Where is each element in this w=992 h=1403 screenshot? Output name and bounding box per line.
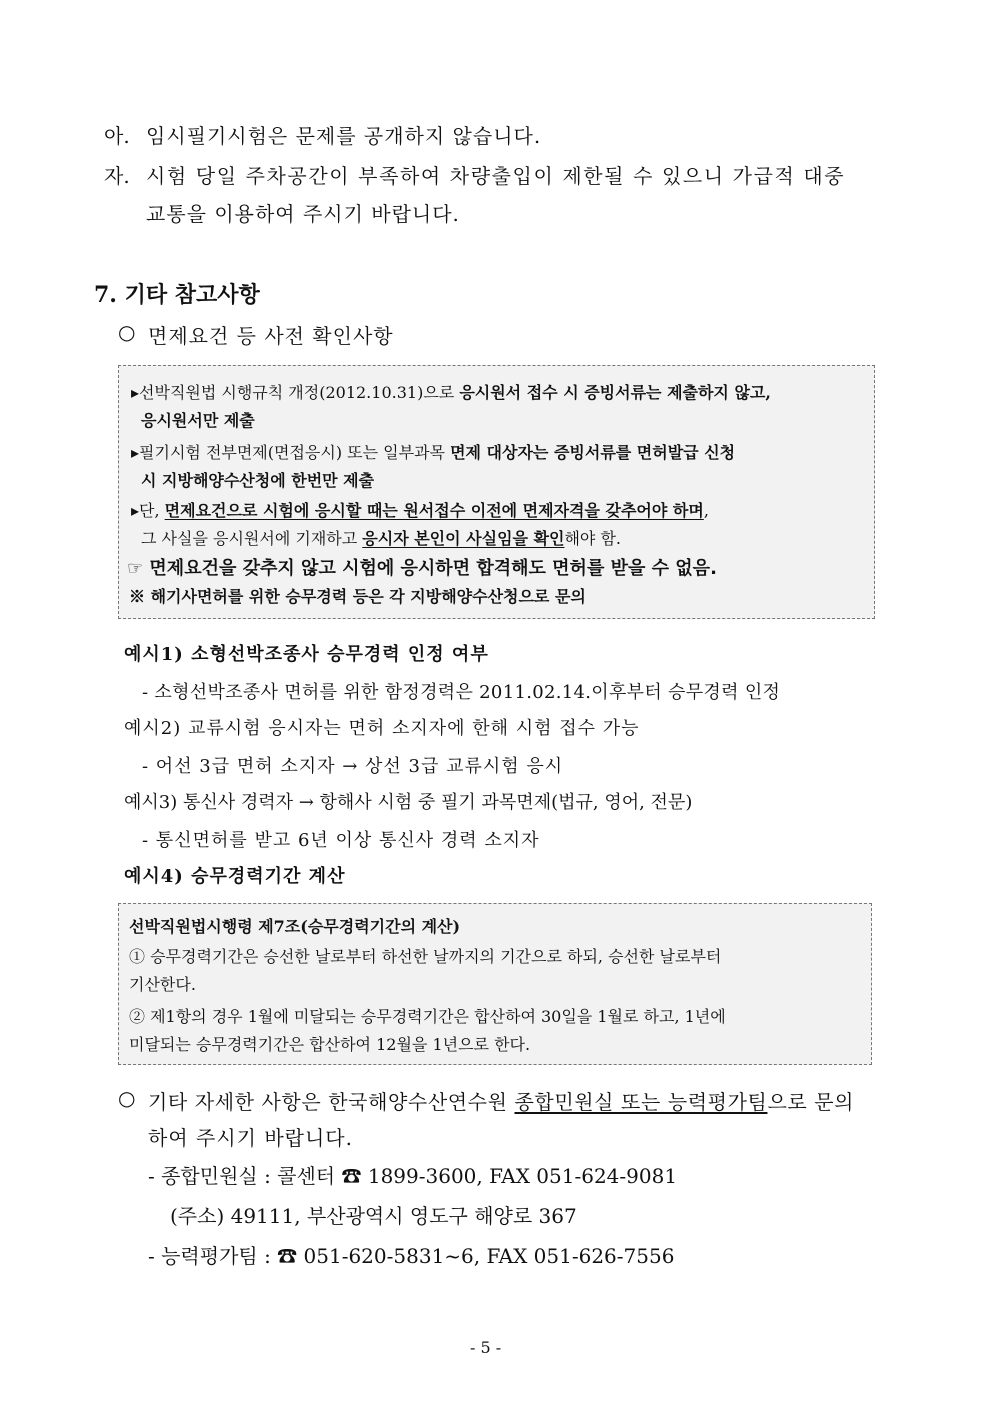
box1-line1: [131, 380, 771, 403]
decree-p2-line1: ② 제1항의 경우 1월에 미달되는 승무경력기간은 합산하여 30일을 1월로 하고, 1년에: [129, 1007, 726, 1026]
decree-box: [118, 903, 872, 1065]
item-ja-label: 자.: [104, 164, 130, 188]
box1-line1-text: 선박직원법 시행규칙 개정(2012.10.31)으로: [139, 383, 460, 402]
decree-title: 선박직원법시행령 제7조(승무경력기간의 계산): [129, 917, 461, 936]
contact-address: (주소) 49111, 부산광역시 영도구 해양로 367: [170, 1204, 577, 1228]
box1-line6: [141, 526, 621, 549]
decree-p2-line2: 미달되는 승무경력기간은 합산하여 12월을 1년으로 한다.: [129, 1035, 531, 1054]
example3-title: 예시3) 통신사 경력자 → 항해사 시험 중 필기 과목면제(법규, 영어, 전문): [124, 792, 693, 813]
box1-line6-underlined: 응시자 본인이 사실임을 확인: [362, 529, 565, 548]
contact-office: - 종합민원실 : 콜센터 ☎ 1899-3600, FAX 051-624-9081: [148, 1164, 678, 1188]
arrow-icon: ▸: [131, 443, 140, 462]
contact-line1: [148, 1086, 854, 1115]
box1-line1-bold: 응시원서 접수 시 증빙서류는 제출하지 않고,: [459, 383, 771, 402]
box1-line3: [131, 440, 735, 463]
box1-line5-text: 단,: [139, 501, 165, 520]
box1-line5-comma: ,: [703, 501, 709, 520]
box1-warning-text: 면제요건을 갖추지 않고 시험에 응시하면 합격해도 면허를 받을 수 없음.: [149, 558, 717, 579]
contact-team: - 능력평가팀 : ☎ 051-620-5831~6, FAX 051-626-7556: [148, 1244, 675, 1268]
box1-line2: 응시원서만 제출: [141, 411, 255, 430]
contact-underlined-teams: 종합민원실 또는 능력평가팀: [514, 1090, 768, 1114]
example4-title: 예시4) 승무경력기간 계산: [124, 866, 346, 887]
sub-heading: 면제요건 등 사전 확인사항: [148, 324, 394, 348]
item-ja-text-line2: 교통을 이용하여 주시기 바랍니다.: [146, 202, 460, 226]
arrow-icon: ▸: [131, 383, 140, 402]
example2-title: 예시2) 교류시험 응시자는 면허 소지자에 한해 시험 접수 가능: [124, 718, 640, 739]
box1-line5-underlined: 면제요건으로 시험에 응시할 때는 원서접수 이전에 면제자격을 갖추어야 하며: [164, 501, 704, 520]
arrow-icon: ▸: [131, 501, 140, 520]
contact-bullet: ○: [118, 1086, 136, 1110]
pointing-hand-icon: ☞: [127, 558, 144, 579]
example3-detail: - 통신면허를 받고 6년 이상 통신사 경력 소지자: [142, 830, 540, 851]
item-ja-text-line1: 시험 당일 주차공간이 부족하여 차량출입이 제한될 수 있으니 가급적 대중: [146, 164, 846, 188]
contact-line1-post: 으로 문의: [767, 1090, 855, 1114]
box1-line4: 시 지방해양수산청에 한번만 제출: [141, 471, 375, 490]
box1-line3-text: 필기시험 전부면제(면접응시) 또는 일부과목: [139, 443, 451, 462]
box1-line6-text: 그 사실을 응시원서에 기재하고: [141, 529, 363, 548]
reference-mark-icon: ※: [129, 587, 146, 606]
example2-detail: - 어선 3급 면허 소지자 → 상선 3급 교류시험 응시: [142, 756, 564, 777]
box1-line6-post: 해야 함.: [564, 529, 622, 548]
page-number: - 5 -: [470, 1338, 502, 1357]
exemption-notice-box: [118, 365, 875, 619]
example1-detail: - 소형선박조종사 면허를 위한 함정경력은 2011.02.14.이후부터 승무경력 인정: [142, 682, 781, 703]
box1-line5: [131, 498, 709, 521]
decree-p1-line1: ① 승무경력기간은 승선한 날로부터 하선한 날까지의 기간으로 하되, 승선한 날로부터: [129, 947, 722, 966]
sub-bullet: ○: [118, 320, 136, 344]
item-a-label: 아.: [104, 124, 130, 148]
example1-title: 예시1) 소형선박조종사 승무경력 인정 여부: [124, 644, 489, 665]
decree-p1-line2: 기산한다.: [129, 975, 196, 994]
box1-note-line: [129, 584, 586, 607]
contact-line1-text: 기타 자세한 사항은 한국해양수산연수원: [148, 1090, 515, 1114]
item-a-text: 임시필기시험은 문제를 공개하지 않습니다.: [146, 124, 542, 148]
contact-line2: 하여 주시기 바랍니다.: [148, 1126, 353, 1150]
box1-warning-line: [127, 554, 717, 580]
box1-line3-bold: 면제 대상자는 증빙서류를 면허발급 신청: [450, 443, 736, 462]
box1-note-text: 해기사면허를 위한 승무경력 등은 각 지방해양수산청으로 문의: [150, 587, 586, 606]
section-heading: 7. 기타 참고사항: [94, 282, 260, 308]
